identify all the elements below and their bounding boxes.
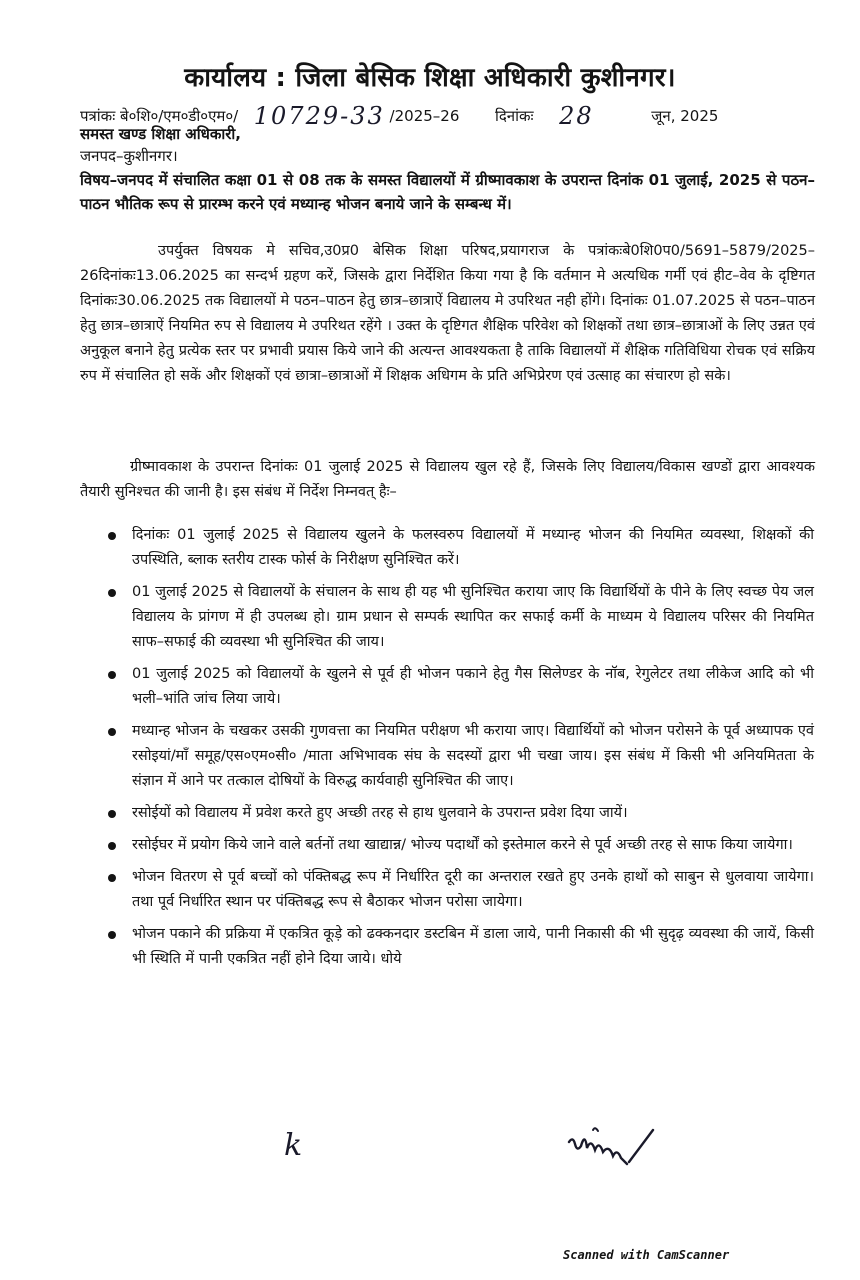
ref-number-handwritten: 10729-33 [253, 102, 385, 130]
body-paragraph-2: ग्रीष्मावकाश के उपरान्त दिनांकः 01 जुलाई 2025 से विद्यालय खुल रहे हैं, जिसके लिए विद्यालय/विकास खण्डों द्वारा आवश्यक तैयारी सुनिश्चत की जानी है। इस संबंध में निर्देश निम्नवत् हैः– [80, 459, 815, 500]
list-item [0, 922, 860, 972]
list-item-text: 01 जुलाई 2025 से विद्यालयों के संचालन के साथ ही यह भी सुनिश्चित कराया जाए कि विद्यार्थियों के पीने के लिए स्वच्छ पेय जल विद्यालय के प्रांगण में ही उपलब्ध हो। ग्राम प्रधान से सम्पर्क स्थापित कर सफाई कर्मी के माध्यम ये विद्यालय परिसर की नियमित साफ–सफाई की व्यवस्था भी सुनिश्चित की जाय। [132, 584, 814, 650]
list-item [0, 719, 860, 794]
date-handwritten: 28 [559, 102, 594, 130]
handwritten-signature-icon [565, 1122, 660, 1172]
list-item [0, 833, 860, 858]
list-item [0, 662, 860, 712]
list-item [0, 580, 860, 655]
bullet-icon [108, 810, 116, 818]
office-title: कार्यालय : जिला बेसिक शिक्षा अधिकारी कुशीनगर। [184, 63, 676, 93]
ref-prefix: पत्रांकः बे०शि०/एम०डी०एम०/ [80, 107, 239, 125]
ref-suffix: /2025–26 [389, 107, 460, 125]
bullet-icon [108, 931, 116, 939]
bullet-icon [108, 589, 116, 597]
bullet-icon [108, 532, 116, 540]
date-label: दिनांकः [494, 107, 534, 125]
addressee-line1: समस्त खण्ड शिक्षा अधिकारी, [80, 125, 242, 143]
bullet-icon [108, 671, 116, 679]
list-item-text: भोजन पकाने की प्रक्रिया में एकत्रित कूड़े को ढक्कनदार डस्टबिन में डाला जाये, पानी निकासी की भी सुदृढ़ व्यवस्था की जायें, किसी भी स्थिति में पानी एकत्रित नहीं होने दिया जाये। धोये [132, 926, 814, 967]
list-item-text: 01 जुलाई 2025 को विद्यालयों के खुलने से पूर्व ही भोजन पकाने हेतु गैस सिलेण्डर के नॉब, रेगुलेटर तथा लीकेज आदि को भी भली–भांति जांच लिया जाये। [132, 666, 814, 707]
list-item-text: दिनांकः 01 जुलाई 2025 से विद्यालय खुलने के फलस्वरुप विद्यालयों में मध्यान्ह भोजन की नियमित व्यवस्था, शिक्षकों की उपस्थिति, ब्लाक स्तरीय टास्क फोर्स के निरीक्षण सुनिश्चित करें। [132, 527, 814, 568]
bullet-icon [108, 842, 116, 850]
list-item [0, 801, 860, 826]
bullet-icon [108, 874, 116, 882]
signature-right [565, 1122, 660, 1176]
list-item-text: रसोईयों को विद्यालय में प्रवेश करते हुए अच्छी तरह से हाथ धुलवाने के उपरान्त प्रवेश दिया जायें। [132, 805, 628, 821]
list-item [0, 865, 860, 915]
date-month-year: जून, 2025 [651, 107, 719, 125]
scanner-watermark: Scanned with CamScanner [563, 1248, 730, 1262]
list-item-text: भोजन वितरण से पूर्व बच्चों को पंक्तिबद्ध रूप में निर्धारित दूरी का अन्तराल रखते हुए उनके हाथों को साबुन से धुलवाया जायेगा। तथा पूर्व निर्धारित स्थान पर पंक्तिबद्ध रूप से बैठाकर भोजन परोसा जायेगा। [132, 869, 814, 910]
list-item-text: मध्यान्ह भोजन के चखकर उसकी गुणवत्ता का नियमित परीक्षण भी कराया जाए। विद्यार्थियों को भोजन परोसने के पूर्व अध्यापक एवं रसोइयां/माँ समूह/एस०एम०सी० /माता अभिभावक संघ के सदस्यों द्वारा भी चखा जाय। इस संबंध में किसी भी अनियमितता के संज्ञान में आने पर तत्काल दोषियों के विरुद्ध कार्यवाही सुनिश्चित की जाए। [132, 723, 814, 789]
subject-line: विषय–जनपद में संचालित कक्षा 01 से 08 तक के समस्त विद्यालयों में ग्रीष्मावकाश के उपरान्त दिनांक 01 जुलाई, 2025 से पठन–पाठन भौतिक रूप से प्रारम्भ करने एवं मध्यान्ह भोजन बनाये जाने के सम्बन्ध में। [80, 171, 815, 213]
list-item [0, 523, 860, 573]
initial-signature-left: k [284, 1128, 303, 1163]
instruction-list [0, 523, 860, 972]
body-paragraph-1: उपर्युक्त विषयक मे सचिव,उ0प्र0 बेसिक शिक्षा परिषद,प्रयागराज के पत्रांकःबे0शि0प0/5691–5879/2025–26दिनांकः13.06.2025 का सन्दर्भ ग्रहण करें, जिसके द्वारा निर्देशित किया गया है कि वर्तमान मे अत्यधिक गर्मी एवं हीट–वेव के दृष्टिगत दिनांकः30.06.2025 तक विद्यालयों मे पठन–पाठन हेतु छात्र–छात्राऐं विद्यालय मे उपरिथत नही होंगे। दिनांकः 01.07.2025 से पठन–पाठन हेतु छात्र–छात्राऐं नियमित रुप से विद्यालय मे उपरिथत रहेंगे । उक्त के दृष्टिगत शैक्षिक परिवेश को शिक्षकों तथा छात्र–छात्राओं के लिए उन्नत एवं अनुकूल बनाने हेतु प्रत्येक स्तर पर प्रभावी प्रयास किये जाने की अत्यन्त आवश्यकता है ताकि विद्यालयों में शैक्षिक गतिविधिया रोचक एवं सक्रिय रुप में संचालित हो सकें और शिक्षकों एवं छात्रा–छात्राओं में शिक्षक अधिगम के प्रति अभिप्रेरण एवं उत्साह का संचारण हो सके। [80, 243, 815, 384]
bullet-icon [108, 728, 116, 736]
list-item-text: रसोईघर में प्रयोग किये जाने वाले बर्तनों तथा खाद्यान्न/ भोज्य पदार्थों को इस्तेमाल करने से पूर्व अच्छी तरह से साफ किया जायेगा। [132, 837, 793, 853]
addressee-line2: जनपद–कुशीनगर। [80, 147, 178, 165]
